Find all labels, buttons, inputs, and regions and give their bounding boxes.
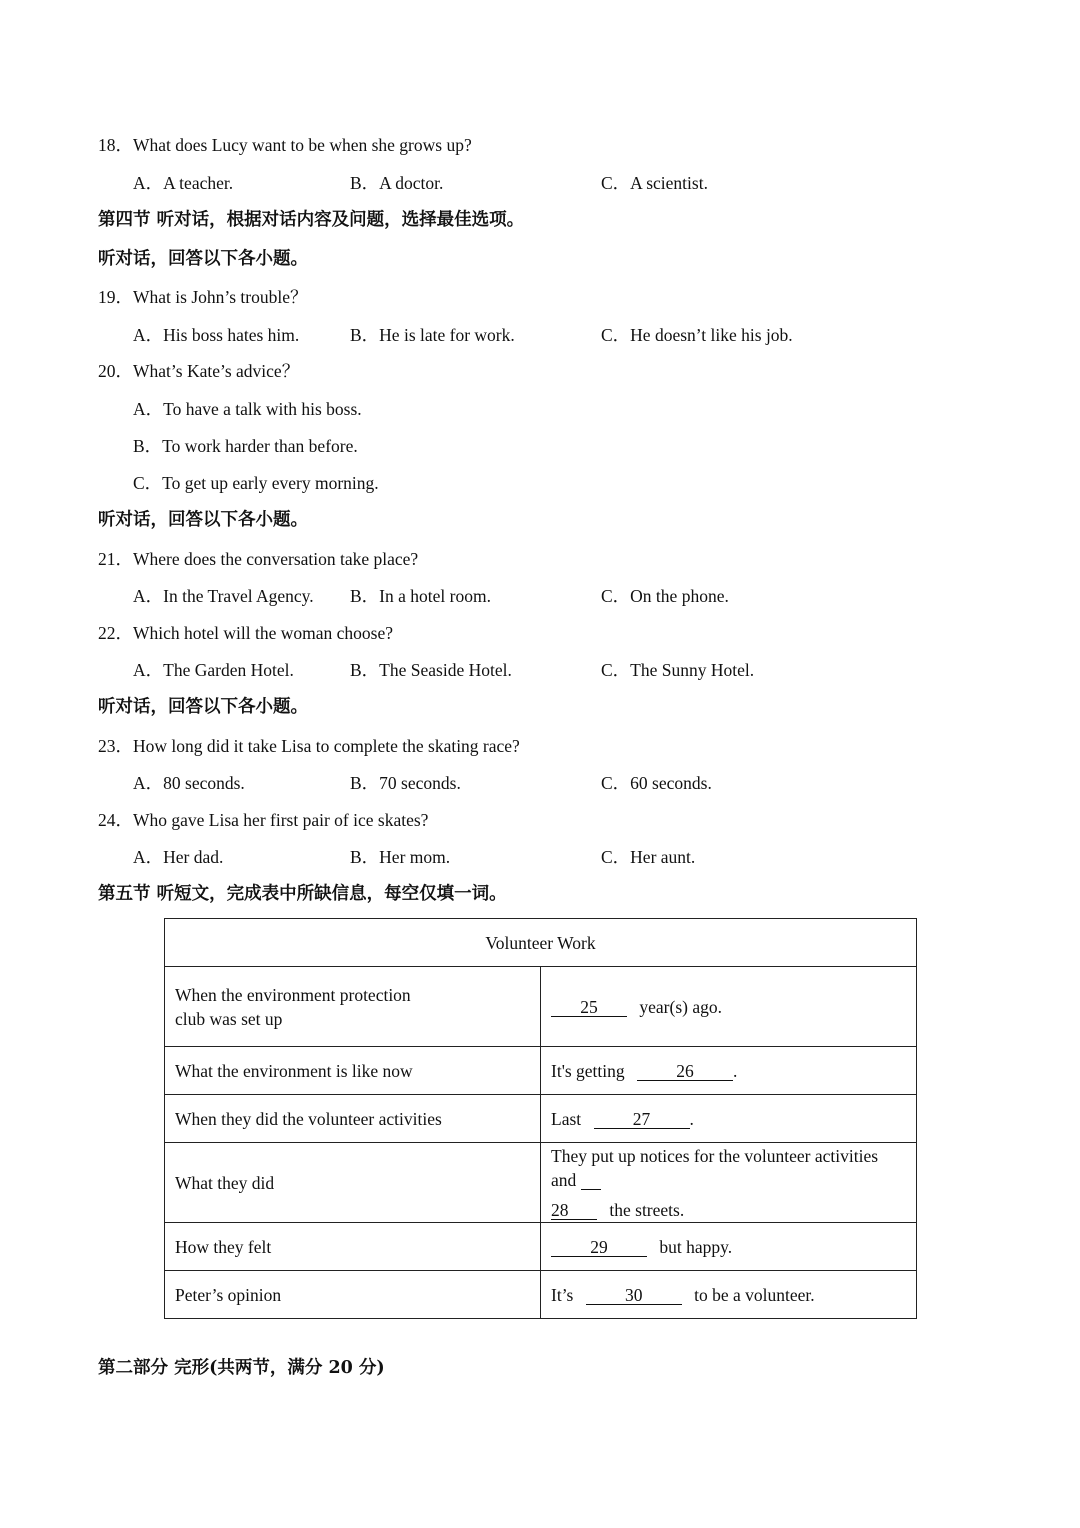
table-title: Volunteer Work xyxy=(165,919,917,967)
question-19-option-a: A．His boss hates him. xyxy=(133,325,300,345)
table-row-answer xyxy=(541,1143,917,1223)
answer-prefix: They put up notices for the volunteer activities and xyxy=(551,1145,879,1190)
answer-suffix: the streets. xyxy=(609,1199,685,1220)
question-22-option-a: A．The Garden Hotel. xyxy=(133,660,294,680)
table-row xyxy=(165,1095,917,1143)
answer-prefix: It's getting xyxy=(551,1060,625,1081)
question-22-stem: 22．Which hotel will the woman choose? xyxy=(98,623,393,643)
question-23-option-b: B．70 seconds. xyxy=(350,773,461,793)
question-24-option-c: C．Her aunt. xyxy=(601,847,696,867)
table-row-label: When they did the volunteer activities xyxy=(165,1095,541,1143)
table-row-answer xyxy=(541,1047,917,1095)
answer-suffix: but happy. xyxy=(659,1236,733,1257)
table-row-answer xyxy=(541,1223,917,1271)
answer-prefix: Last xyxy=(551,1108,582,1129)
answer-suffix: to be a volunteer. xyxy=(694,1284,815,1305)
answer-blank-28[interactable]: 28 xyxy=(551,1201,597,1220)
table-row-label-line: When the environment protection xyxy=(175,984,411,1005)
table-row-label: What they did xyxy=(165,1143,541,1223)
table-row-label xyxy=(165,967,541,1047)
volunteer-work-table xyxy=(164,918,917,1319)
table-row xyxy=(165,1223,917,1271)
question-23-stem: 23．How long did it take Lisa to complete the skating race? xyxy=(98,736,520,756)
question-20-option-a: A．To have a talk with his boss. xyxy=(133,399,362,419)
question-24-option-b: B．Her mom. xyxy=(350,847,451,867)
listen-instruction-2: 听对话，回答以下各小题。 xyxy=(98,510,308,530)
section-5-heading: 第五节 听短文，完成表中所缺信息，每空仅填一词。 xyxy=(98,884,507,904)
part-2-heading: 第二部分 完形(共两节，满分 20 分) xyxy=(98,1358,385,1378)
answer-blank-28-lead xyxy=(581,1173,601,1190)
question-24-stem: 24．Who gave Lisa her first pair of ice skates? xyxy=(98,810,429,830)
table-row-label: How they felt xyxy=(165,1223,541,1271)
table-header-row xyxy=(165,919,917,967)
table-row-answer xyxy=(541,1095,917,1143)
question-19-stem: 19．What is John’s trouble？ xyxy=(98,287,308,307)
section-4-heading: 第四节 听对话，根据对话内容及问题，选择最佳选项。 xyxy=(98,210,525,230)
answer-prefix: It’s xyxy=(551,1284,574,1305)
question-18-stem: 18．What does Lucy want to be when she grows up? xyxy=(98,135,472,155)
answer-blank-26[interactable]: 26 xyxy=(637,1062,733,1081)
question-22-option-c: C．The Sunny Hotel. xyxy=(601,660,755,680)
table-row-answer xyxy=(541,1271,917,1319)
question-18-option-a: A．A teacher. xyxy=(133,173,234,193)
table-row xyxy=(165,1047,917,1095)
answer-suffix: . xyxy=(689,1108,694,1129)
question-18-option-c: C．A scientist. xyxy=(601,173,708,193)
question-18-option-b: B．A doctor. xyxy=(350,173,444,193)
question-23-option-a: A．80 seconds. xyxy=(133,773,245,793)
answer-blank-25[interactable]: 25 xyxy=(551,998,627,1017)
question-21-option-b: B．In a hotel room. xyxy=(350,586,491,606)
listen-instruction-3: 听对话，回答以下各小题。 xyxy=(98,697,308,717)
table-row xyxy=(165,967,917,1047)
answer-line xyxy=(551,1144,906,1192)
question-24-option-a: A．Her dad. xyxy=(133,847,224,867)
answer-blank-27[interactable]: 27 xyxy=(594,1110,690,1129)
question-21-stem: 21．Where does the conversation take place? xyxy=(98,549,419,569)
question-21-option-a: A．In the Travel Agency. xyxy=(133,586,314,606)
question-19-option-b: B．He is late for work. xyxy=(350,325,515,345)
question-20-option-c: C．To get up early every morning. xyxy=(133,473,379,493)
answer-blank-29[interactable]: 29 xyxy=(551,1238,647,1257)
listen-instruction-1: 听对话，回答以下各小题。 xyxy=(98,249,308,269)
table-row xyxy=(165,1271,917,1319)
answer-suffix: year(s) ago. xyxy=(639,996,722,1017)
table-row xyxy=(165,1143,917,1223)
question-19-option-c: C．He doesn’t like his job. xyxy=(601,325,793,345)
table-row-label-line: club was set up xyxy=(175,1008,283,1029)
question-22-option-b: B．The Seaside Hotel. xyxy=(350,660,512,680)
question-23-option-c: C．60 seconds. xyxy=(601,773,712,793)
question-20-option-b: B．To work harder than before. xyxy=(133,436,358,456)
question-20-stem: 20．What’s Kate’s advice？ xyxy=(98,361,300,381)
answer-line xyxy=(551,1198,906,1222)
answer-suffix: . xyxy=(733,1060,738,1081)
answer-blank-30[interactable]: 30 xyxy=(586,1286,682,1305)
table-row-label: What the environment is like now xyxy=(165,1047,541,1095)
table-row-label: Peter’s opinion xyxy=(165,1271,541,1319)
question-21-option-c: C．On the phone. xyxy=(601,586,729,606)
table-row-answer xyxy=(541,967,917,1047)
